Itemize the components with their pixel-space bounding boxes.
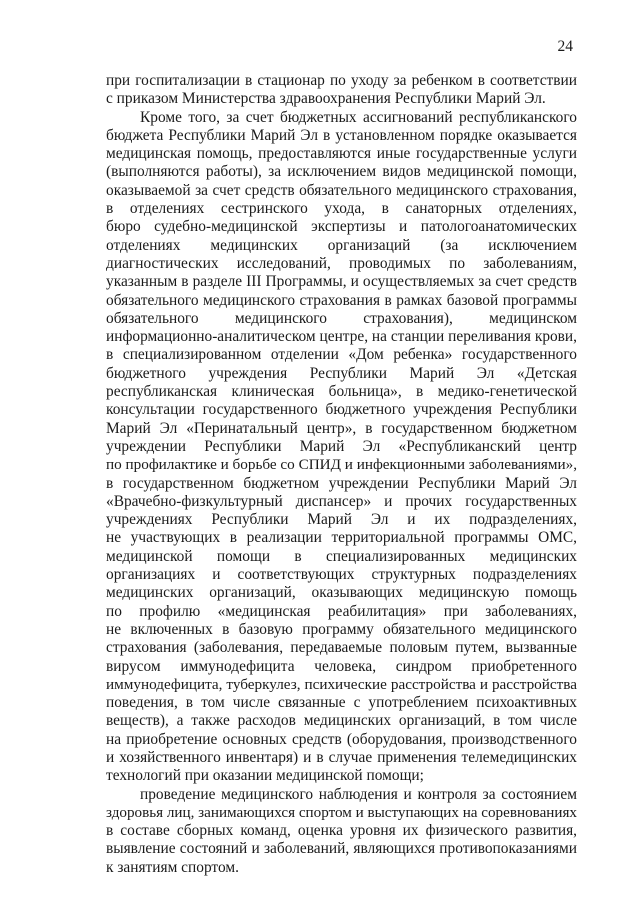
text-line: республиканская клиническая больница», в медико-генетической (106, 383, 577, 401)
text-line: выявление состояний и заболеваний, являющихся противопоказаниями (106, 840, 577, 858)
text-line: по профилю «медицинская реабилитация» при заболеваниях, (106, 602, 577, 620)
page-number: 24 (557, 38, 573, 55)
text-line: указанным в разделе III Программы, и осуществляемых за счет средств (106, 273, 577, 291)
text-line: в государственном бюджетном учреждении Республики Марий Эл (106, 474, 577, 492)
text-line: технологий при оказании медицинской помощи; (106, 767, 424, 785)
text-line: отделениях медицинских организаций (за исключением (106, 236, 577, 254)
text-line: консультации государственного бюджетного учреждения Республики (106, 401, 577, 419)
document-body (106, 72, 577, 877)
text-line: учреждении Республики Марий Эл «Республиканский центр (106, 437, 577, 455)
text-line: организациях и соответствующих структурных подразделениях (106, 566, 577, 584)
paragraph-3 (106, 786, 577, 877)
text-line: с приказом Министерства здравоохранения Республики Марий Эл. (106, 90, 546, 108)
text-line: здоровья лиц, занимающихся спортом и выступающих на соревнованиях (106, 804, 577, 821)
text-line: при госпитализации в стационар по уходу за ребенком в соответствии (106, 72, 577, 89)
text-line: Марий Эл «Перинатальный центр», в государственном бюджетном (106, 419, 577, 437)
text-line: медицинская помощь, предоставляются иные государственные услуги (106, 145, 577, 163)
text-line: обязательного медицинского страхования), медицинском (106, 309, 577, 327)
text-line: в отделениях сестринского ухода, в санаторных отделениях, (106, 200, 577, 218)
text-line: страхования (заболевания, передаваемые половым путем, вызванные (106, 639, 577, 657)
text-line: бюджета Республики Марий Эл в установленном порядке оказывается (106, 126, 577, 144)
text-line: к занятиям спортом. (106, 858, 239, 876)
text-line: вирусом иммунодефицита человека, синдром приобретенного (106, 657, 577, 675)
text-line: на приобретение основных средств (оборудования, производственного (106, 730, 577, 748)
text-line: оказываемой за счет средств обязательного медицинского страхования, (106, 181, 577, 199)
text-line: в составе сборных команд, оценка уровня их физического развития, (106, 822, 577, 840)
text-line: веществ), а также расходов медицинских организаций, в том числе (106, 712, 577, 730)
text-line: (выполняются работы), за исключением видов медицинской помощи, (106, 163, 577, 181)
paragraph-1 (106, 72, 577, 109)
text-line: бюро судебно-медицинской экспертизы и патологоанатомических (106, 218, 577, 236)
text-line: информационно-аналитическом центре, на станции переливания крови, (106, 328, 577, 346)
paragraph-2 (106, 109, 577, 786)
text-line: иммунодефицита, туберкулез, психические расстройства и расстройства (106, 675, 577, 693)
text-line: бюджетного учреждения Республики Марий Эл «Детская (106, 364, 577, 382)
text-line: диагностических исследований, проводимых по заболеваниям, (106, 254, 577, 272)
text-line: по профилактике и борьбе со СПИД и инфекционными заболеваниями», (106, 456, 578, 474)
text-line: учреждениях Республики Марий Эл и их подразделениях, (106, 511, 577, 529)
text-line: Кроме того, за счет бюджетных ассигнований республиканского (140, 108, 577, 126)
text-line: обязательного медицинского страхования в рамках базовой программы (106, 291, 577, 309)
text-line: «Врачебно-физкультурный диспансер» и прочих государственных (106, 492, 577, 510)
text-line: медицинских организаций, оказывающих медицинскую помощь (106, 584, 577, 602)
text-line: медицинской помощи в специализированных медицинских (106, 547, 577, 565)
text-line: и хозяйственного инвентаря) и в случае применения телемедицинских (106, 748, 577, 766)
text-line: не участвующих в реализации территориальной программы ОМС, (106, 529, 577, 547)
text-line: в специализированном отделении «Дом ребенка» государственного (106, 346, 577, 364)
text-line: проведение медицинского наблюдения и контроля за состоянием (140, 785, 577, 803)
text-line: поведения, в том числе связанные с употреблением психоактивных (106, 694, 577, 712)
text-line: не включенных в базовую программу обязательного медицинского (106, 620, 577, 638)
